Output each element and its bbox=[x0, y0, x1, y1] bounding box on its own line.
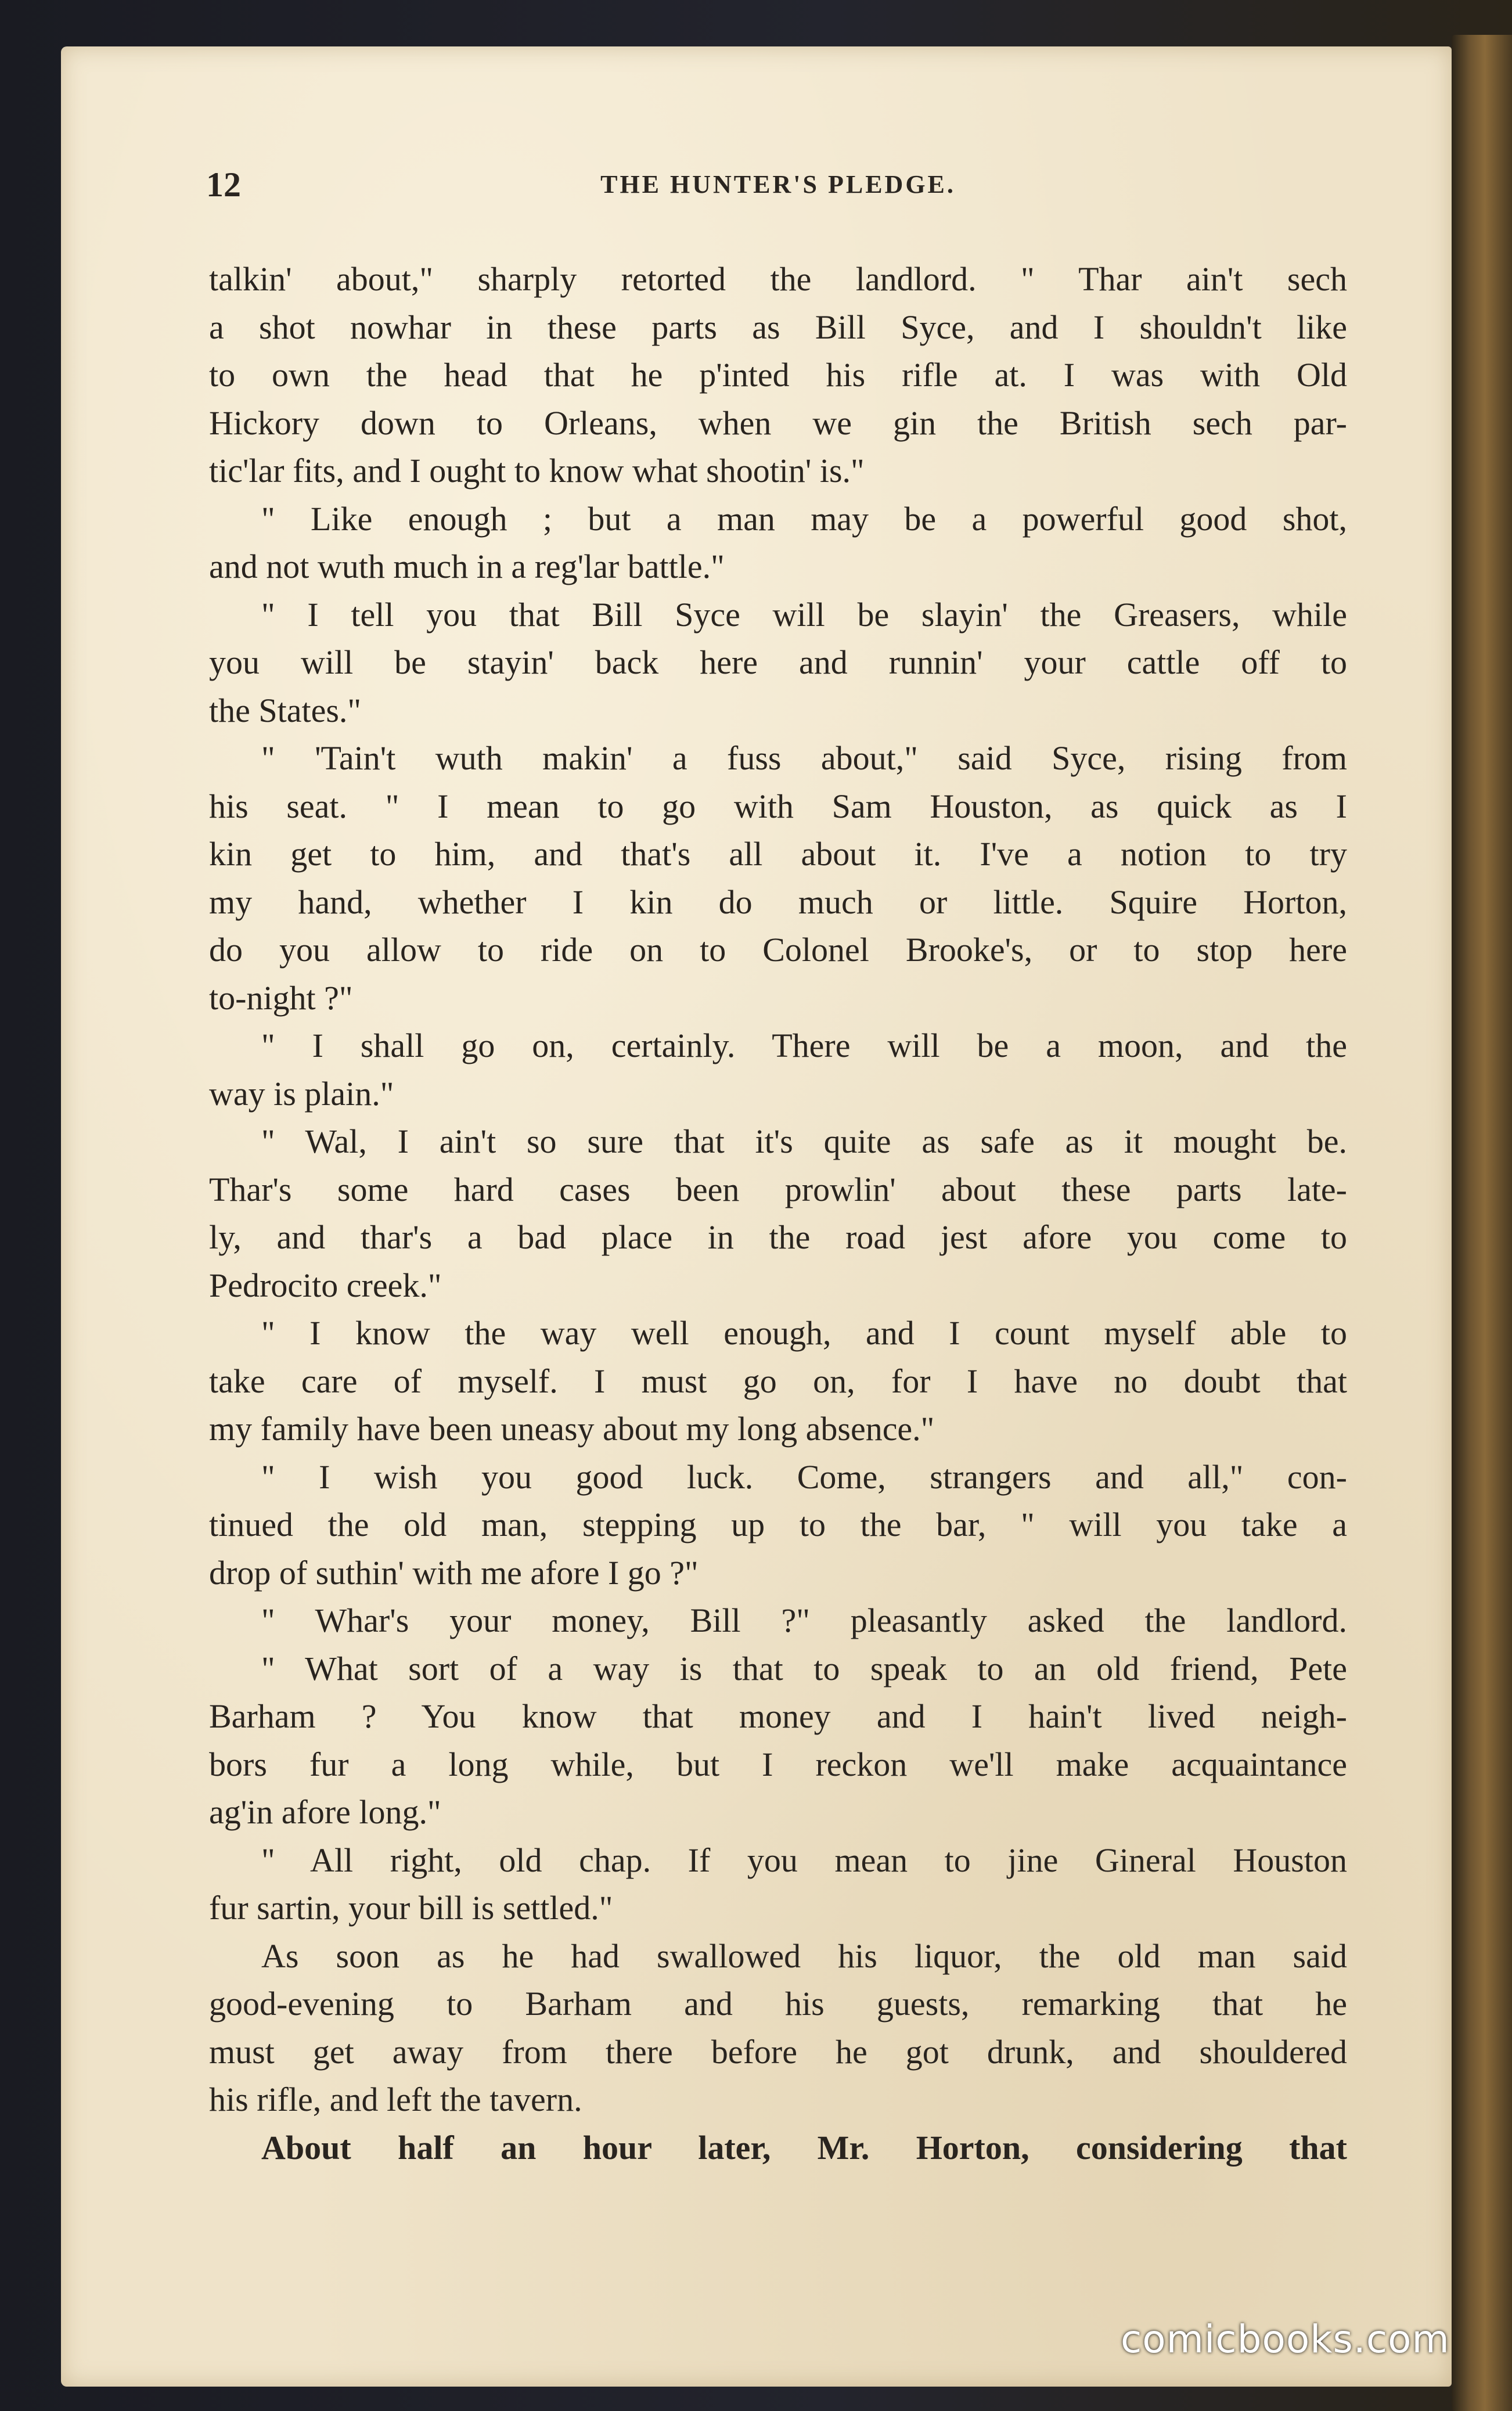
text-line: " 'Tain't wuth makin' a fuss about," said Syce, rising from bbox=[261, 739, 1347, 777]
text-line: " I tell you that Bill Syce will be slayin' the Greasers, while bbox=[261, 595, 1347, 634]
text-line: his seat. " I mean to go with Sam Houston, as quick as I bbox=[209, 787, 1347, 825]
text-line: As soon as he had swallowed his liquor, the old man said bbox=[261, 1937, 1347, 1975]
text-line: fur sartin, your bill is settled." bbox=[209, 1889, 613, 1927]
text-line: tic'lar fits, and I ought to know what shootin' is." bbox=[209, 452, 865, 490]
text-line: bors fur a long while, but I reckon we'll make acquaintance bbox=[209, 1745, 1347, 1783]
text-line: " All right, old chap. If you mean to jine Gineral Houston bbox=[261, 1841, 1347, 1879]
text-line: " I wish you good luck. Come, strangers and all," con- bbox=[261, 1458, 1347, 1496]
text-line: Pedrocito creek." bbox=[209, 1266, 442, 1304]
text-line: take care of myself. I must go on, for I have no doubt that bbox=[209, 1362, 1347, 1400]
text-line: " I shall go on, certainly. There will be a moon, and the bbox=[261, 1027, 1347, 1064]
book-page-edge bbox=[1452, 35, 1512, 2411]
text-line: ag'in afore long." bbox=[209, 1793, 441, 1831]
text-line: ly, and thar's a bad place in the road jest afore you come to bbox=[209, 1218, 1347, 1256]
text-line: Barham ? You know that money and I hain't lived neigh- bbox=[209, 1697, 1347, 1735]
text-line: Thar's some hard cases been prowlin' about these parts late- bbox=[209, 1170, 1347, 1208]
text-line: " Whar's your money, Bill ?" pleasantly asked the landlord. bbox=[261, 1602, 1347, 1639]
text-line: the States." bbox=[209, 691, 362, 729]
text-line: " Wal, I ain't so sure that it's quite as safe as it mought be. bbox=[261, 1122, 1347, 1160]
text-line: " What sort of a way is that to speak to an old friend, Pete bbox=[261, 1649, 1347, 1687]
text-line: way is plain." bbox=[209, 1074, 394, 1113]
site-watermark: comicbooks.com bbox=[1121, 2317, 1450, 2362]
text-line: his rifle, and left the tavern. bbox=[209, 2081, 582, 2118]
text-line: to-night ?" bbox=[209, 978, 353, 1017]
text-line: " I know the way well enough, and I count myself able to bbox=[261, 1314, 1347, 1352]
text-line: talkin' about," sharply retorted the landlord. " Thar ain't sech bbox=[209, 260, 1347, 298]
text-line: About half an hour later, Mr. Horton, considering that bbox=[261, 2128, 1347, 2167]
running-title: THE HUNTER'S PLEDGE. bbox=[600, 170, 956, 199]
text-line: a shot nowhar in these parts as Bill Syce, and I shouldn't like bbox=[209, 308, 1347, 346]
text-line: " Like enough ; but a man may be a powerful good shot, bbox=[261, 499, 1347, 538]
text-line: drop of suthin' with me afore I go ?" bbox=[209, 1553, 699, 1592]
page-header bbox=[206, 161, 1350, 208]
text-line: my family have been uneasy about my long absence." bbox=[209, 1410, 935, 1448]
text-line: kin get to him, and that's all about it. I've a notion to try bbox=[209, 835, 1347, 873]
text-line: Hickory down to Orleans, when we gin the British sech par- bbox=[209, 404, 1347, 442]
text-line: and not wuth much in a reg'lar battle." bbox=[209, 548, 725, 585]
page-number: 12 bbox=[206, 165, 241, 204]
text-line: my hand, whether I kin do much or little. Squire Horton, bbox=[209, 883, 1347, 921]
text-line: to own the head that he p'inted his rifle at. I was with Old bbox=[209, 356, 1347, 394]
text-line: do you allow to ride on to Colonel Brooke's, or to stop here bbox=[209, 931, 1347, 969]
text-line: good-evening to Barham and his guests, remarking that he bbox=[209, 1985, 1347, 2023]
text-line: must get away from there before he got drunk, and shouldered bbox=[209, 2032, 1347, 2071]
body-text bbox=[209, 256, 1347, 2172]
text-line: you will be stayin' back here and runnin' your cattle off to bbox=[209, 643, 1347, 681]
text-line: tinued the old man, stepping up to the bar, " will you take a bbox=[209, 1506, 1347, 1543]
